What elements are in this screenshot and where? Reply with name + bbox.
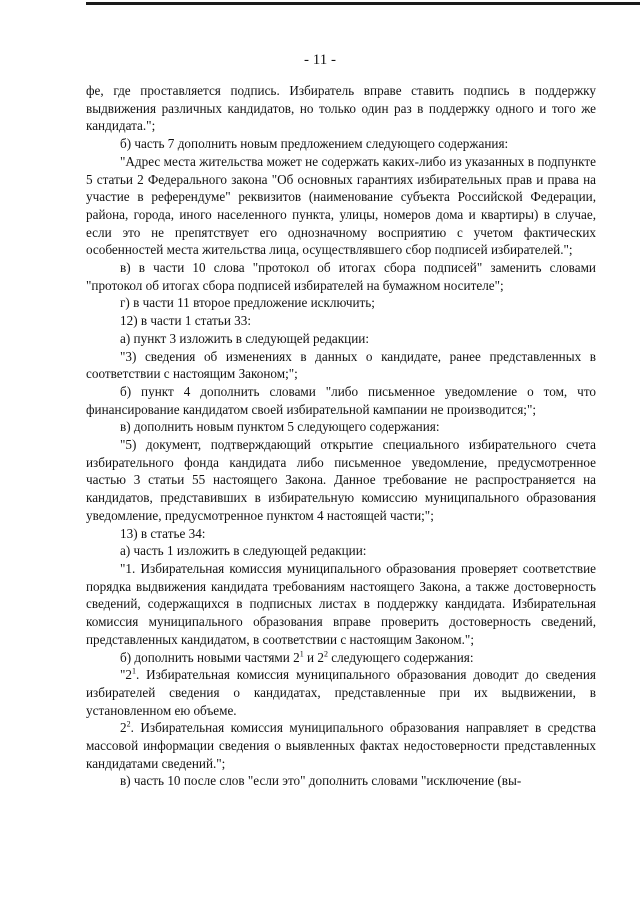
text-run: 2 <box>120 720 127 736</box>
text-run: следующего содержания: <box>327 649 474 665</box>
paragraph: фе, где проставляется подпись. Избиратель вправе ставить подпись в поддержку выдвижения различных кандидатов, но только один раз в поддержку одного и того же кандидата."; <box>86 83 596 134</box>
paragraph: б) часть 7 дополнить новым предложением следующего содержания: <box>120 136 509 152</box>
paragraph: в) дополнить новым пунктом 5 следующего содержания: <box>120 419 440 435</box>
text-run: и 2 <box>303 649 324 665</box>
superscript: 2 <box>126 719 131 729</box>
paragraph-part-2-1 <box>86 666 596 719</box>
superscript: 1 <box>131 666 136 676</box>
paragraph-add-parts <box>86 649 596 667</box>
paragraph: г) в части 11 второе предложение исключить; <box>120 295 375 311</box>
text-run: "2 <box>120 667 132 683</box>
scan-edge-line <box>86 2 640 5</box>
text-run: б) дополнить новыми частями 2 <box>120 649 300 665</box>
paragraph: "3) сведения об изменениях в данных о кандидате, ранее представленных в соответствии с настоящим Законом;"; <box>86 348 596 382</box>
paragraph: "1. Избирательная комиссия муниципального образования проверяет соответствие порядка выдвижения кандидата требованиям настоящего Закона, а также достоверность сведений, содержащихся в подписных листах в поддержку кандидата. Избирательная комиссия муниципального образования вправе проверить достоверность сведений, представленных кандидатом, в соответствии с настоящим Законом."; <box>86 560 596 647</box>
paragraph: 12) в части 1 статьи 33: <box>120 313 252 329</box>
paragraph: а) пункт 3 изложить в следующей редакции: <box>120 330 370 346</box>
paragraph: в) часть 10 после слов "если это" дополнить словами "исключение (вы- <box>120 773 522 789</box>
paragraph: "5) документ, подтверждающий открытие специального избирательного счета избирательного фонда кандидата либо письменное уведомление, предусмотренное частью 3 статьи 55 настоящего Закона. Данное требование не распространяется на кандидатов, представивших в избирательную комиссию муниципального образования уведомление, предусмотренное пунктом 4 настоящей части;"; <box>86 437 596 523</box>
superscript: 2 <box>323 649 328 659</box>
document-body <box>86 82 596 790</box>
paragraph: а) часть 1 изложить в следующей редакции: <box>120 543 367 559</box>
text-run: . Избирательная комиссия муниципального образования доводит до сведения избирателей сведения о кандидатах, представленные при их выдвижении, в установленном ею объеме. <box>86 667 596 718</box>
paragraph: б) пункт 4 дополнить словами "либо письменное уведомление о том, что финансирование кандидатом своей избирательной кампании не производится;"; <box>86 383 596 417</box>
paragraph-part-2-2 <box>86 719 596 772</box>
page-number: - 11 - <box>304 52 336 68</box>
paragraph: "Адрес места жительства может не содержать каких-либо из указанных в подпункте 5 статьи 2 Федерального закона "Об основных гарантиях избирательных прав и права на участие в референдуме" реквизитов (наименование субъекта Российской Федерации, района, города, иного населенного пункта, улицы, номеров дома и квартиры) в случае, если это не препятствует его однозначному восприятию с учетом фактических особенностей места жительства лица, осуществлявшего сбор подписей избирателей."; <box>86 153 596 258</box>
paragraph: в) в части 10 слова "протокол об итогах сбора подписей" заменить словами "протокол об итогах сбора подписей избирателей на бумажном носителе"; <box>86 260 596 293</box>
text-run: . Избирательная комиссия муниципального образования направляет в средства массовой информации сведения о выявленных фактах недостоверности представленных кандидатами сведений."; <box>86 720 596 771</box>
paragraph: 13) в статье 34: <box>120 525 206 541</box>
superscript: 1 <box>299 649 304 659</box>
